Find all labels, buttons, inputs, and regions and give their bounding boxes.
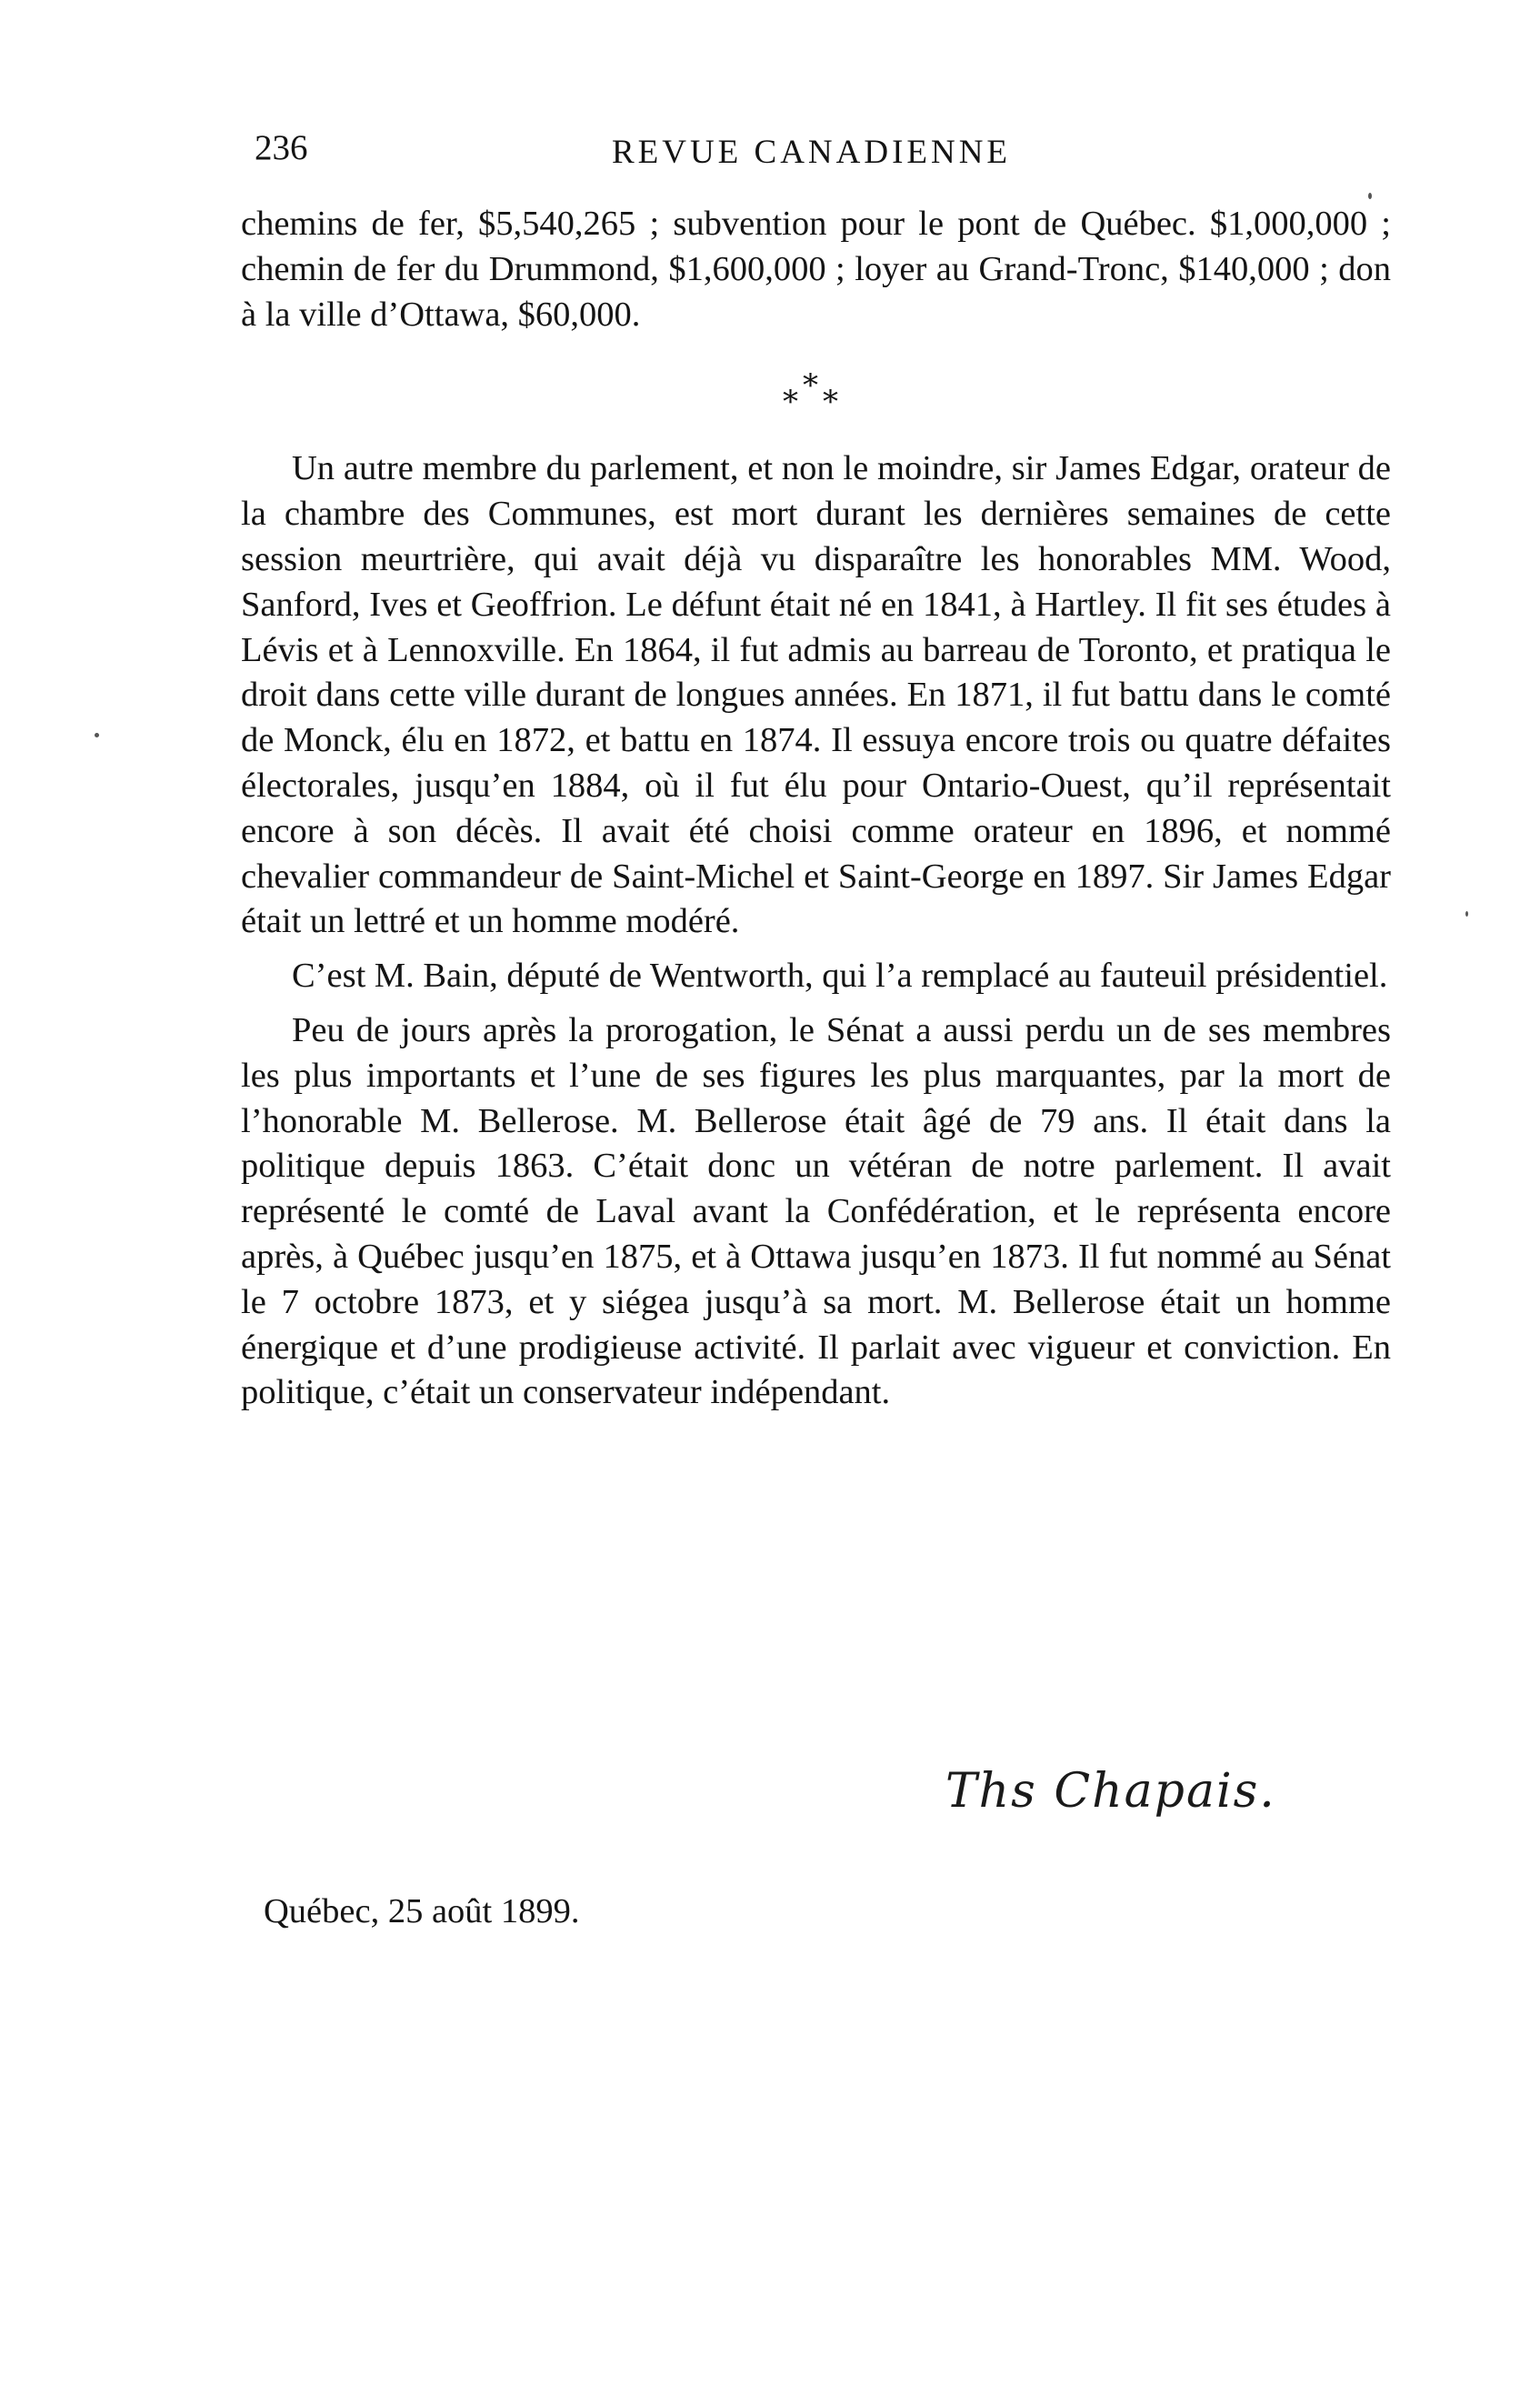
article-body bbox=[241, 202, 1391, 1416]
asterism-star-left: * bbox=[783, 384, 798, 421]
margin-speck bbox=[95, 733, 99, 737]
dateline: Québec, 25 août 1899. bbox=[264, 1892, 580, 1930]
margin-speck bbox=[1465, 911, 1468, 917]
signature-text: Ths Chapais. bbox=[945, 1764, 1276, 1819]
paragraph-continued: chemins de fer, $5,540,265 ; subvention pour le pont de Québec. $1,000,000 ; chemin de fer du Drummond, $1,600,000 ; loyer au Grand-Tronc, $140,000 ; don à la ville d’Ottawa, $60,000. bbox=[241, 205, 1391, 334]
running-title: REVUE CANADIENNE bbox=[611, 134, 1012, 171]
paragraph-edgar: Un autre membre du parlement, et non le moindre, sir James Edgar, orateur de la chambre des Communes, est mort durant les dernières semaines de cette session meurtrière, qui avait déjà vu disparaître les honorables MM. Wood, Sanford, Ives et Geoffrion. Le défunt était né en 1841, à Hartley. Il fit ses études à Lévis et à Lennoxville. En 1864, il fut admis au barreau de Toronto, et pratiqua le droit dans cette ville durant de longues années. En 1871, il fut battu dans le comté de Monck, élu en 1872, et battu en 1874. Il essuya encore trois ou quatre défaites électorales, jusqu’en 1884, où il fut élu pour Ontario-Ouest, qu’il représentait encore à son décès. Il avait été choisi comme orateur en 1896, et nommé chevalier commandeur de Saint-Michel et Saint-George en 1897. Sir James Edgar était un lettré et un homme modéré. bbox=[241, 449, 1391, 941]
author-signature bbox=[945, 1764, 1345, 1846]
page-number: 236 bbox=[255, 128, 308, 167]
page-header bbox=[245, 127, 1377, 182]
paragraph-bellerose: Peu de jours après la prorogation, le Sénat a aussi perdu un de ses membres les plus importants et l’une de ses figures les plus marquantes, par la mort de l’honorable M. Bellerose. M. Bellerose était âgé de 79 ans. Il était dans la politique depuis 1863. C’était donc un vétéran de notre parlement. Il avait représenté le comté de Laval avant la Confédération, et le représenta encore après, à Québec jusqu’en 1875, et à Ottawa jusqu’en 1873. Il fut nommé au Sénat le 7 octobre 1873, et y siégea jusqu’à sa mort. M. Bellerose était un homme énergique et d’une prodigieuse activité. Il parlait avec vigueur et conviction. En politique, c’était un conservateur indépendant. bbox=[241, 1010, 1391, 1412]
asterism-star-right: * bbox=[823, 384, 838, 421]
paragraph-bain: C’est M. Bain, député de Wentworth, qui l’a remplacé au fauteuil présidentiel. bbox=[292, 957, 1388, 996]
asterism-divider bbox=[241, 337, 1391, 446]
margin-speck bbox=[1368, 193, 1372, 199]
asterism-star-top: * bbox=[803, 367, 818, 405]
